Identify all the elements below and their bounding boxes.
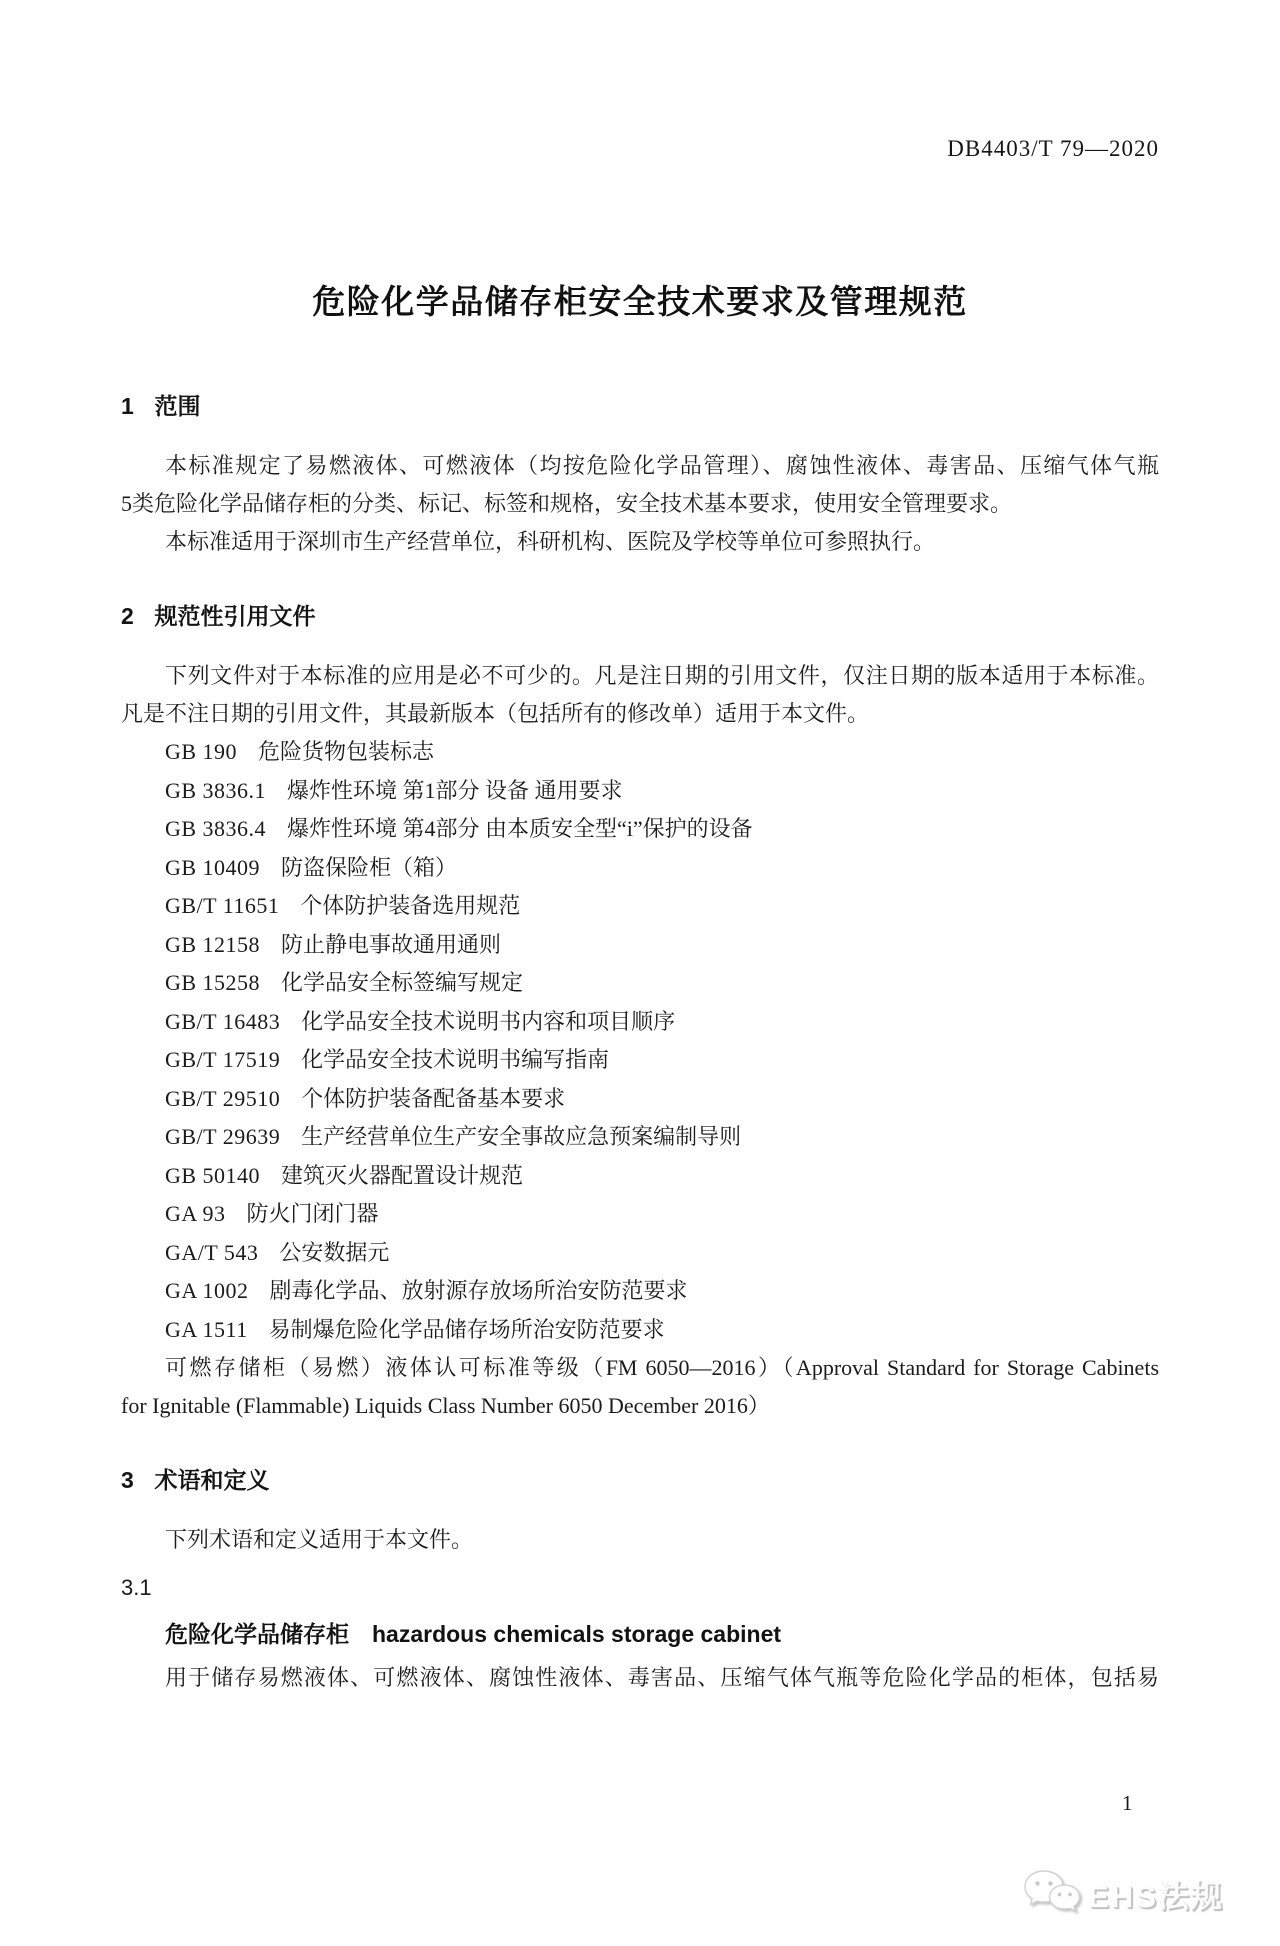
document-title: 危险化学品储存柜安全技术要求及管理规范	[312, 283, 968, 320]
wechat-icon	[1022, 1867, 1082, 1919]
reference-code: GB 190	[165, 739, 238, 764]
reference-code: GB/T 11651	[165, 893, 280, 918]
reference-item	[121, 1080, 1159, 1119]
term-chinese: 危险化学品储存柜	[165, 1621, 349, 1647]
reference-title: 公安数据元	[279, 1239, 390, 1265]
section-number: 2	[121, 603, 134, 629]
references-intro	[121, 657, 1159, 733]
reference-item	[121, 810, 1159, 849]
reference-title: 防火门闭门器	[246, 1201, 379, 1226]
reference-code: GB 12158	[165, 931, 261, 957]
reference-code: GB 3836.4	[165, 816, 267, 841]
section-title: 范围	[154, 393, 201, 419]
document-page	[0, 136, 1280, 1697]
reference-code: GB/T 17519	[165, 1047, 281, 1072]
reference-title: 化学品安全技术说明书内容和项目顺序	[301, 1008, 676, 1034]
reference-item	[121, 733, 1159, 772]
reference-title: 个体防护装备配备基本要求	[301, 1085, 566, 1111]
reference-item	[121, 849, 1159, 888]
reference-title: 防止静电事故通用通则	[280, 931, 501, 957]
reference-item	[121, 1195, 1159, 1234]
term-definition	[121, 1659, 1159, 1697]
term-english: hazardous chemicals storage cabinet	[372, 1621, 782, 1647]
term-definition-line: 用于储存易燃液体、可燃液体、腐蚀性液体、毒害品、压缩气体气瓶等危险化学品的柜体，包括易	[165, 1665, 1159, 1690]
reference-item	[121, 964, 1159, 1003]
fm-reference	[121, 1349, 1159, 1425]
term-number: 3.1	[121, 1575, 152, 1600]
reference-item	[121, 1157, 1159, 1196]
references-intro-line-2: 凡是不注日期的引用文件，其最新版本（包括所有的修改单）适用于本文件。	[121, 701, 870, 726]
reference-item	[121, 772, 1159, 811]
term-entry	[121, 1619, 1159, 1649]
reference-title: 危险货物包装标志	[257, 739, 434, 764]
reference-code: GB 50140	[165, 1162, 261, 1188]
reference-code: GA 1511	[165, 1316, 248, 1342]
reference-code: GA/T 543	[165, 1239, 259, 1265]
fm-reference-line-2: for Ignitable (Flammable) Liquids Class Number 6050 December 2016）	[121, 1393, 770, 1418]
reference-list	[121, 733, 1159, 1349]
reference-code: GB/T 29639	[165, 1124, 281, 1149]
scope-paragraph-1-line-2: 5类危险化学品储存柜的分类、标记、标签和规格，安全技术基本要求，使用安全管理要求。	[121, 491, 1013, 516]
reference-title: 化学品安全标签编写规定	[280, 970, 523, 995]
reference-title: 化学品安全技术说明书编写指南	[301, 1047, 610, 1072]
reference-item	[121, 926, 1159, 965]
scope-paragraph-1	[121, 447, 1159, 561]
reference-item	[121, 1311, 1159, 1350]
reference-title: 剧毒化学品、放射源存放场所治安防范要求	[269, 1278, 688, 1303]
fm-reference-line-1: 可燃存储柜（易燃）液体认可标准等级（FM 6050—2016）（Approval Standard for Storage Cabinets	[165, 1355, 1159, 1380]
reference-item	[121, 887, 1159, 926]
reference-title: 爆炸性环境 第4部分 由本质安全型“i”保护的设备	[286, 816, 753, 841]
reference-title: 防盗保险柜（箱）	[280, 854, 457, 880]
section-number: 1	[121, 393, 134, 419]
reference-item	[121, 1003, 1159, 1042]
watermark	[1022, 1867, 1224, 1919]
section-heading-terms	[121, 1465, 1159, 1495]
reference-title: 生产经营单位生产安全事故应急预案编制导则	[301, 1124, 742, 1149]
reference-item	[121, 1118, 1159, 1157]
reference-code: GA 93	[165, 1201, 226, 1226]
scope-paragraph-1-line-1: 本标准规定了易燃液体、可燃液体（均按危险化学品管理）、腐蚀性液体、毒害品、压缩气体气瓶	[165, 453, 1159, 478]
reference-item	[121, 1272, 1159, 1311]
watermark-label: EHS法规	[1088, 1878, 1224, 1914]
reference-code: GB 10409	[165, 854, 261, 880]
terms-intro	[121, 1521, 1159, 1559]
terms-intro-line: 下列术语和定义适用于本文件。	[165, 1527, 474, 1552]
reference-title: 爆炸性环境 第1部分 设备 通用要求	[286, 777, 623, 803]
reference-code: GB/T 16483	[165, 1008, 281, 1034]
reference-code: GB 3836.1	[165, 777, 267, 803]
section-number: 3	[121, 1467, 134, 1493]
section-heading-references	[121, 601, 1159, 631]
page-number: 1	[1122, 1791, 1133, 1815]
references-intro-line-1: 下列文件对于本标准的应用是必不可少的。凡是注日期的引用文件，仅注日期的版本适用于本标准。	[165, 663, 1159, 688]
section-heading-scope	[121, 391, 1159, 421]
reference-code: GB 15258	[165, 970, 261, 995]
reference-title: 建筑灭火器配置设计规范	[280, 1162, 523, 1188]
reference-code: GA 1002	[165, 1278, 249, 1303]
reference-code: GB/T 29510	[165, 1085, 281, 1111]
reference-title: 易制爆危险化学品储存场所治安防范要求	[268, 1316, 665, 1342]
scope-paragraph-2: 本标准适用于深圳市生产经营单位，科研机构、医院及学校等单位可参照执行。	[165, 529, 936, 554]
section-title: 规范性引用文件	[154, 603, 316, 629]
section-title: 术语和定义	[154, 1467, 270, 1493]
reference-title: 个体防护装备选用规范	[300, 893, 521, 918]
standard-code: DB4403/T 79—2020	[947, 136, 1159, 161]
reference-item	[121, 1234, 1159, 1273]
reference-item	[121, 1041, 1159, 1080]
